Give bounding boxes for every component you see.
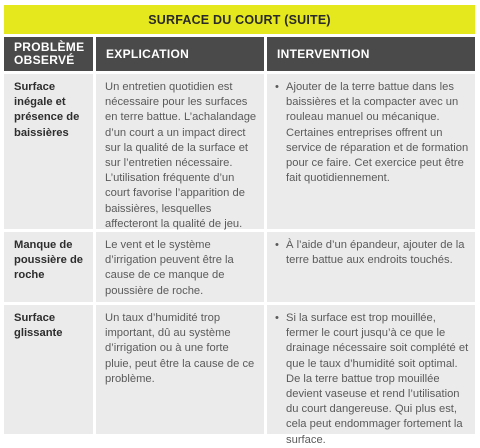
row-2-explanation: Le vent et le système d’irrigation peuvent être la cause de ce manque de poussière de roche. [96, 232, 264, 302]
row-3-intervention [267, 305, 475, 446]
row-2-intervention-text: À l’aide d’un épandeur, ajouter de la terre battue aux endroits touchés. [286, 239, 465, 267]
table-title: SURFACE DU COURT (SUITE) [4, 5, 475, 34]
row-1-intervention-text: Ajouter de la terre battue dans les baissières et la compacter avec un rouleau manuel ou mécanique. Certaines entreprises offrent un service de réparation et de formation pour ce faire. Cet exercice peut être fait quotidiennement. [286, 81, 469, 185]
row-3-intervention-item [275, 311, 469, 448]
row-3-problem: Surface glissante [4, 305, 93, 434]
row-2-problem: Manque de poussière de roche [4, 232, 93, 302]
bullet-icon: • [275, 312, 279, 324]
header-problem-label: PROBLÈME OBSERVÉ [14, 40, 85, 67]
header-problem [4, 37, 93, 71]
row-1-explanation: Un entretien quotidien est nécessaire pour les surfaces en terre battue. L’achalandage d’un court a un impact direct sur la qualité de la surface et sur l’entretien nécessaire. L’utilisation fréquente d’un court favorise l’apparition de baissières, lesquelles affecteront la qualité de jeu. [96, 74, 264, 229]
row-1-intervention [267, 74, 475, 229]
bullet-icon: • [275, 81, 279, 93]
header-intervention: INTERVENTION [267, 37, 475, 71]
header-explanation: EXPLICATION [96, 37, 264, 71]
row-3-explanation: Un taux d’humidité trop important, dû au système d’irrigation ou à une forte pluie, peut être la cause de ce problème. [96, 305, 264, 434]
row-1-problem: Surface inégale et présence de baissières [4, 74, 93, 229]
bullet-icon: • [275, 239, 279, 251]
row-3-intervention-text: Si la surface est trop mouillée, fermer le court jusqu’à ce que le drainage nécessaire soit complété et que le taux d’humidité soit optimal. De la terre battue trop mouillée devient vaseuse et rend l’utilisation du court dangereuse. Qui plus est, cela peut endommager fortement la surface. [286, 312, 469, 446]
row-2-intervention-item [275, 238, 469, 268]
row-1-intervention-item [275, 80, 469, 186]
row-2-intervention [267, 232, 475, 302]
